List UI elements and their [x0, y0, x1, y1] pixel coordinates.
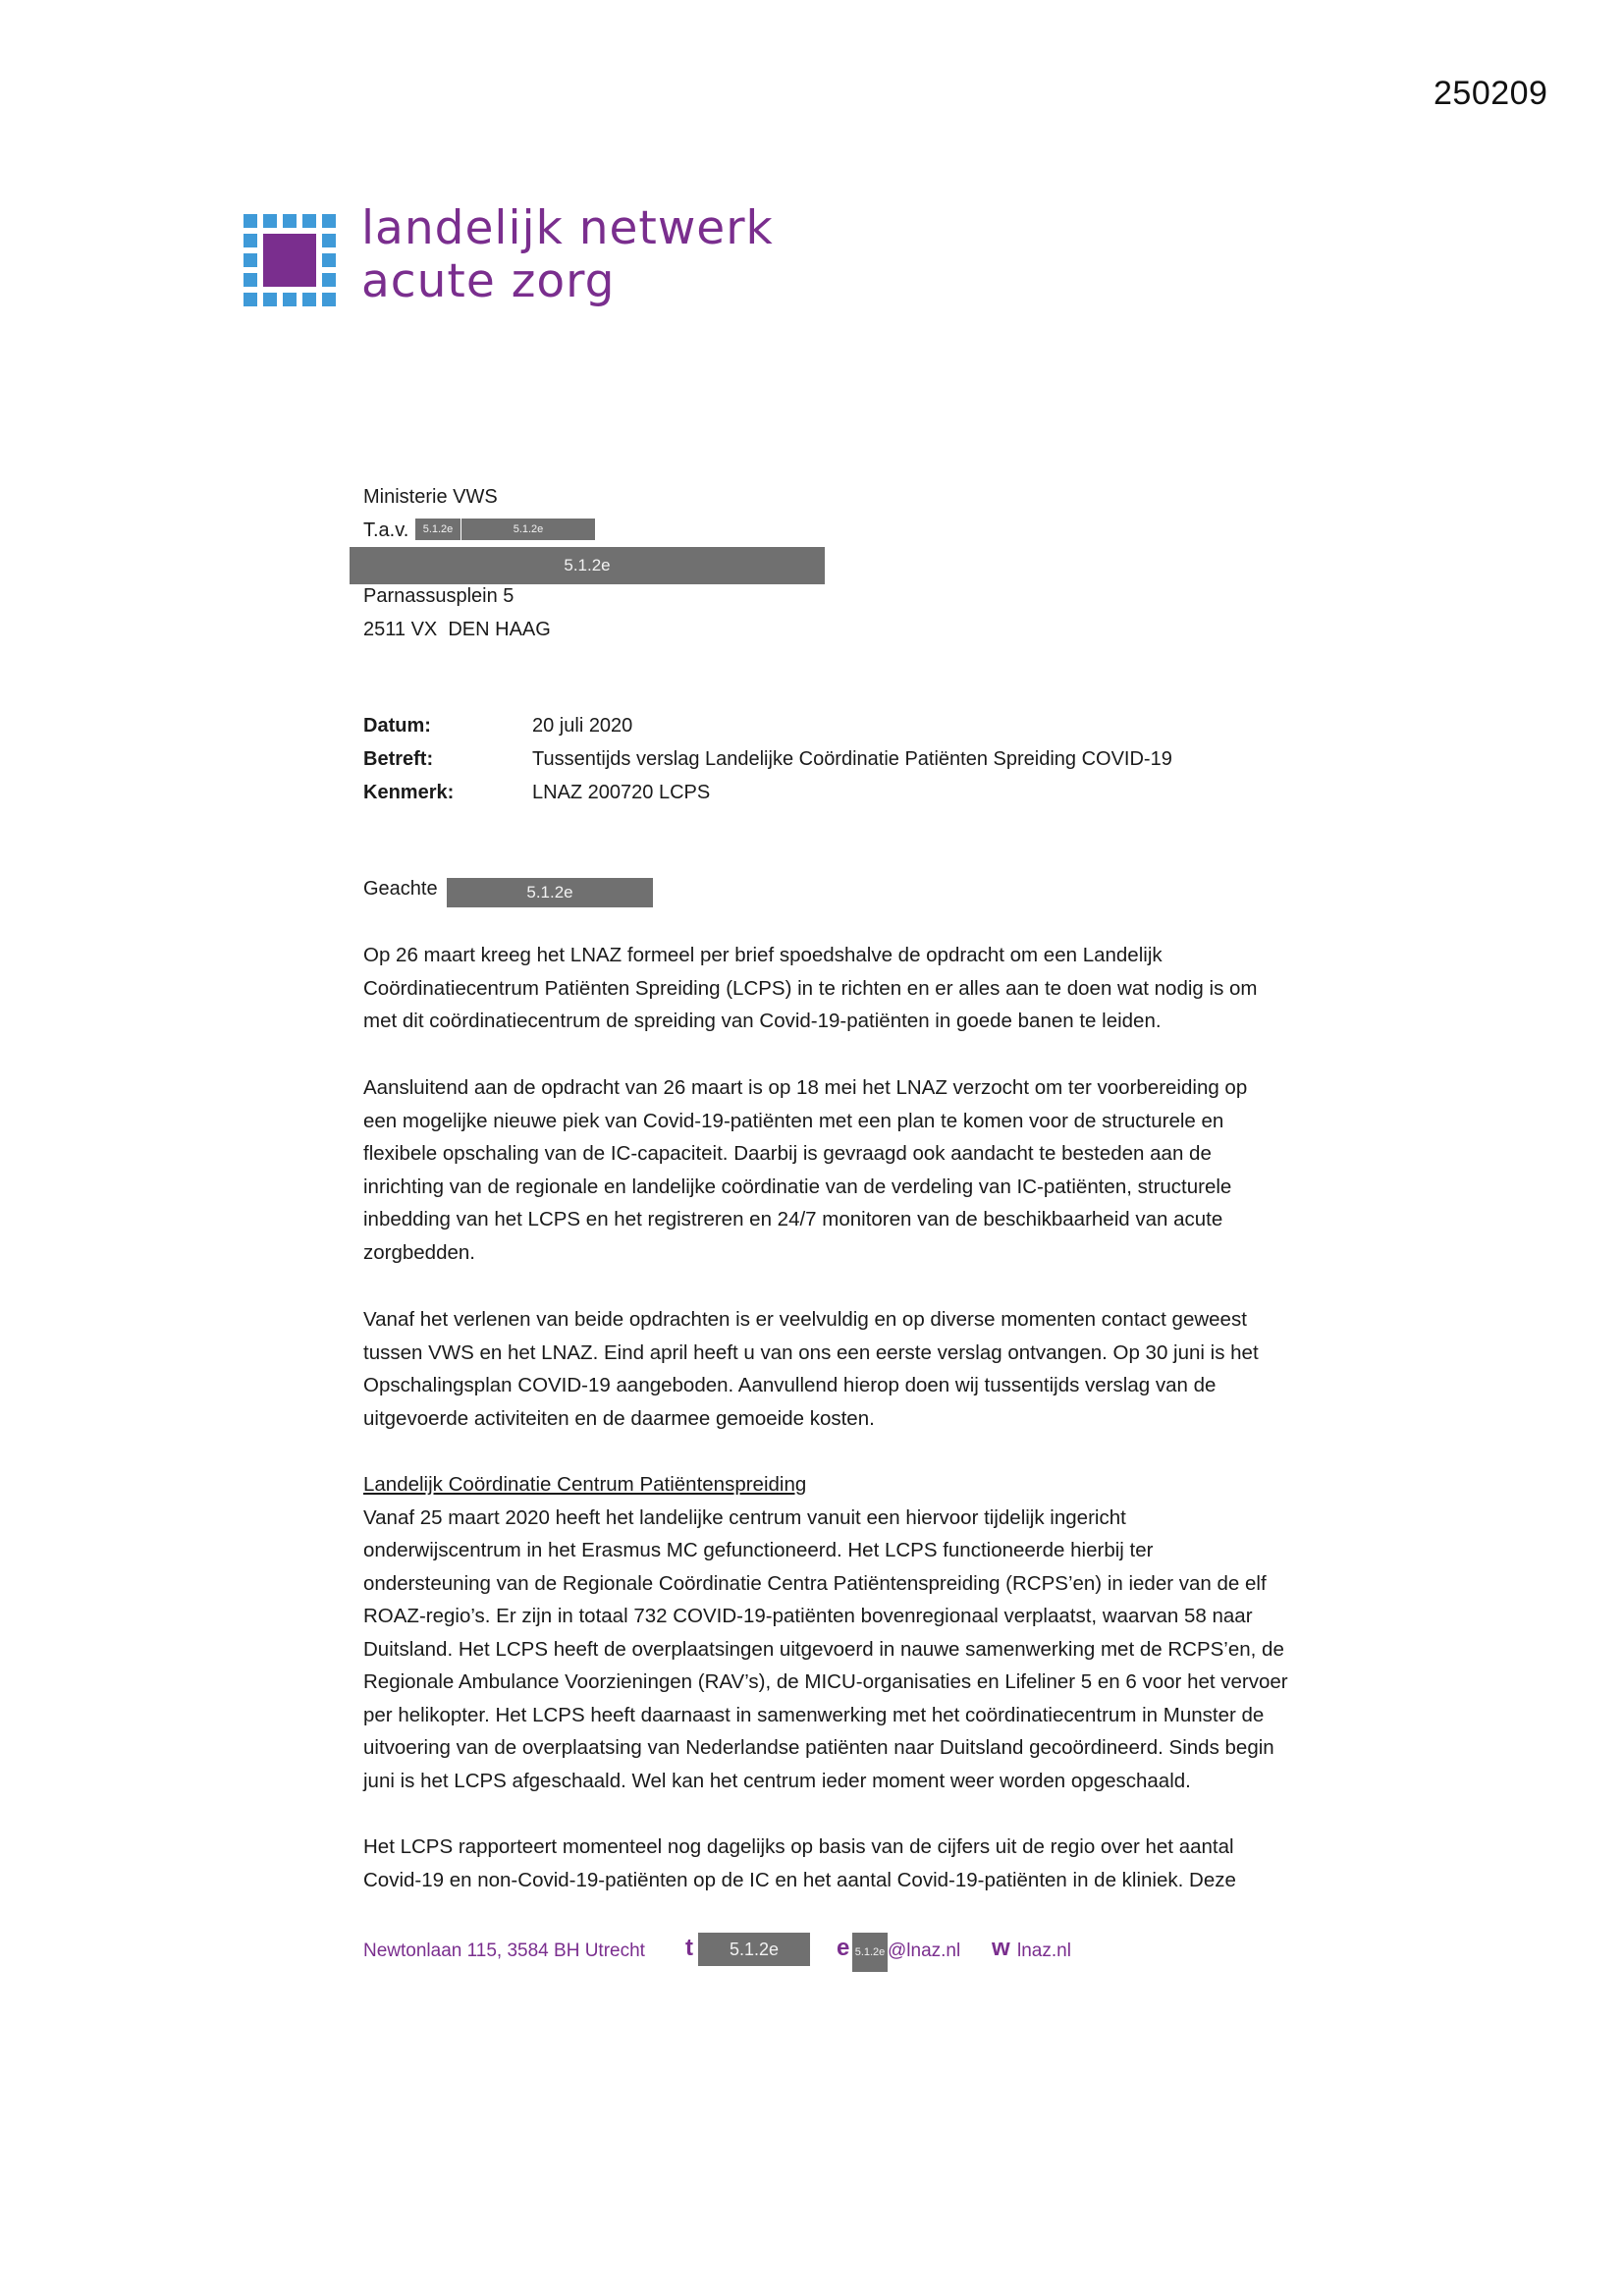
redaction-phone: 5.1.2e — [698, 1933, 810, 1966]
redaction-tav-2: 5.1.2e — [461, 519, 595, 540]
logo-line-2: acute zorg — [361, 254, 616, 308]
logo-line-1: landelijk netwerk — [361, 201, 774, 255]
redaction-salutation: 5.1.2e — [447, 878, 653, 907]
text-line: Op 26 maart kreeg het LNAZ formeel per brief spoedshalve de opdracht om een Landelijk — [363, 944, 1163, 966]
text-line: Coördinatiecentrum Patiënten Spreiding (LCPS) in te richten en er alles aan te doen wat nodig is om — [363, 976, 1258, 1000]
redaction-email-user: 5.1.2e — [852, 1933, 888, 1972]
recipient-org: Ministerie VWS — [363, 486, 498, 508]
text-line: ondersteuning van de Regionale Coördinatie Centra Patiëntenspreiding (RCPS’en) in ieder van de elf — [363, 1571, 1267, 1595]
footer-website: lnaz.nl — [1017, 1941, 1071, 1961]
reference-label: Kenmerk: — [363, 782, 455, 803]
subject-value: Tussentijds verslag Landelijke Coördinatie Patiënten Spreiding COVID-19 — [532, 748, 1172, 770]
footer-address: Newtonlaan 115, 3584 BH Utrecht — [363, 1941, 645, 1961]
text-line: zorgbedden. — [363, 1240, 475, 1264]
section-heading: Landelijk Coördinatie Centrum Patiëntenspreiding — [363, 1473, 807, 1496]
footer-web-key: w — [992, 1935, 1010, 1961]
text-line: per helikopter. Het LCPS heeft daarnaast in samenwerking met het coördinatiecentrum in Munster de — [363, 1703, 1265, 1726]
text-line: Aansluitend aan de opdracht van 26 maart is op 18 mei het LNAZ verzocht om ter voorbereiding op — [363, 1076, 1248, 1099]
text-line: ROAZ-regio’s. Er zijn in totaal 732 COVID-19-patiënten bovenregionaal verplaatst, waarvan 58 naar — [363, 1605, 1253, 1627]
text-line: juni is het LCPS afgeschaald. Wel kan het centrum ieder moment weer worden opgeschaald. — [363, 1769, 1191, 1792]
reference-value: LNAZ 200720 LCPS — [532, 782, 711, 803]
document-number: 250209 — [1434, 75, 1548, 112]
paragraph-5 — [363, 1831, 1355, 1896]
text-line: Duitsland. Het LCPS heeft de overplaatsingen uitgevoerd in nauwe samenwerking met de RCPS’en, de — [363, 1637, 1284, 1661]
redaction-tav-1: 5.1.2e — [415, 519, 460, 540]
subject-label: Betreft: — [363, 748, 434, 770]
text-line: Het LCPS rapporteert momenteel nog dagelijks op basis van de cijfers uit de regio over het aantal — [363, 1835, 1234, 1858]
text-line: flexibele opschaling van de IC-capaciteit. Daarbij is gevraagd ook aandacht te besteden aan de — [363, 1142, 1212, 1165]
text-line: Opschalingsplan COVID-19 aangeboden. Aanvullend hierop doen wij tussentijds verslag van de — [363, 1374, 1217, 1396]
lnaz-logo-icon — [244, 214, 336, 306]
text-line: Regionale Ambulance Voorzieningen (RAV’s), de MICU-organisaties en Lifeliner 5 en 6 voor het vervoer — [363, 1670, 1288, 1693]
section-lcps — [363, 1468, 1355, 1797]
text-line: Vanaf 25 maart 2020 heeft het landelijke centrum vanuit een hiervoor tijdelijk ingericht — [363, 1505, 1126, 1529]
text-line: inbedding van het LCPS en het registreren en 24/7 monitoren van de beschikbaarheid van acute — [363, 1208, 1223, 1230]
text-line: Covid-19 en non-Covid-19-patiënten op de IC en het aantal Covid-19-patiënten in de kliniek. Deze — [363, 1868, 1236, 1891]
text-line: onderwijscentrum in het Erasmus MC gefunctioneerd. Het LCPS functioneerde hierbij ter — [363, 1539, 1154, 1561]
text-line: een mogelijke nieuwe piek van Covid-19-patiënten met een plan te komen voor de structurele en — [363, 1109, 1224, 1132]
paragraph-2 — [363, 1071, 1355, 1269]
recipient-street: Parnassusplein 5 — [363, 585, 514, 607]
paragraph-1 — [363, 939, 1355, 1038]
text-line: uitvoering van de overplaatsing van Nederlandse patiënten naar Duitsland gecoördineerd. Sinds begin — [363, 1736, 1274, 1759]
footer-email-domain: @lnaz.nl — [888, 1941, 961, 1961]
date-value: 20 juli 2020 — [532, 715, 633, 737]
lnaz-logo-wordmark — [361, 202, 774, 308]
text-line: met dit coördinatiecentrum de spreiding van Covid-19-patiënten in goede banen te leiden. — [363, 1010, 1162, 1032]
text-line: inrichting van de regionale en landelijke coördinatie van de verdeling van IC-patiënten, structurele — [363, 1175, 1232, 1198]
footer-email-key: e — [837, 1935, 850, 1961]
recipient-city: 2511 VX DEN HAAG — [363, 619, 551, 640]
footer-phone-key: t — [685, 1935, 693, 1961]
text-line: tussen VWS en het LNAZ. Eind april heeft u van ons een eerste verslag ontvangen. Op 30 juni is het — [363, 1340, 1259, 1364]
redaction-address: 5.1.2e — [350, 547, 825, 584]
paragraph-3 — [363, 1303, 1355, 1435]
text-line: Vanaf het verlenen van beide opdrachten is er veelvuldig en op diverse momenten contact geweest — [363, 1308, 1247, 1331]
salutation: Geachte — [363, 878, 438, 900]
text-line: uitgevoerde activiteiten en de daarmee gemoeide kosten. — [363, 1406, 875, 1430]
date-label: Datum: — [363, 715, 431, 737]
recipient-tav: T.a.v. — [363, 519, 409, 541]
